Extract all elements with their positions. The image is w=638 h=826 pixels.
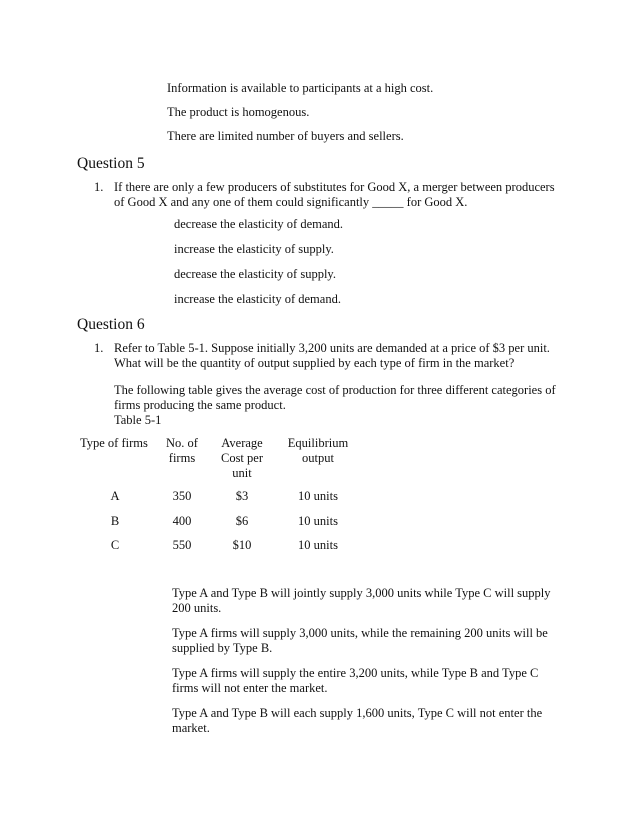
table-header-cost-line-1: Average	[221, 436, 263, 450]
question-6-option-1-line-2[interactable]: 200 units.	[172, 601, 222, 615]
question-6-option-1-line-1[interactable]: Type A and Type B will jointly supply 3,000 units while Type C will supply	[172, 586, 551, 600]
table-cell-firms-a: 350	[172, 489, 192, 503]
question-6-text-line-2: What will be the quantity of output supplied by each type of firm in the market?	[114, 356, 515, 370]
table-cell-cost-b: $6	[235, 514, 249, 528]
table-header-firms-line-1: No. of	[166, 436, 198, 450]
question-6-option-3-line-1[interactable]: Type A firms will supply the entire 3,200 units, while Type B and Type C	[172, 666, 539, 680]
question-6-option-4-line-1[interactable]: Type A and Type B will each supply 1,600 units, Type C will not enter the	[172, 706, 543, 720]
table-intro-line-2: firms producing the same product.	[114, 398, 286, 412]
table-cell-type-c: C	[110, 538, 120, 552]
question-5-number: 1.	[94, 180, 104, 194]
table-caption: Table 5-1	[114, 413, 162, 427]
question-6-option-2-line-1[interactable]: Type A firms will supply 3,000 units, while the remaining 200 units will be	[172, 626, 548, 640]
table-cell-output-b: 10 units	[298, 514, 338, 528]
question-5-option-1[interactable]: decrease the elasticity of demand.	[174, 217, 344, 231]
question-6-heading: Question 6	[77, 316, 145, 333]
question-6-option-4-line-2[interactable]: market.	[172, 721, 210, 735]
table-cell-type-a: A	[110, 489, 120, 503]
table-intro-line-1: The following table gives the average cost of production for three different categories of	[114, 383, 556, 397]
intro-option-2[interactable]: The product is homogenous.	[167, 105, 310, 119]
intro-option-3[interactable]: There are limited number of buyers and sellers.	[167, 129, 404, 143]
question-5-text-line-2: of Good X and any one of them could significantly _____ for Good X.	[114, 195, 468, 209]
question-6-option-2-line-2[interactable]: supplied by Type B.	[172, 641, 273, 655]
question-6-option-3-line-2[interactable]: firms will not enter the market.	[172, 681, 328, 695]
table-header-type: Type of firms	[80, 436, 148, 450]
table-cell-output-a: 10 units	[298, 489, 338, 503]
table-cell-cost-a: $3	[235, 489, 249, 503]
table-header-firms-line-2: firms	[168, 451, 196, 465]
table-header-output-line-2: output	[302, 451, 334, 465]
question-5-option-2[interactable]: increase the elasticity of supply.	[174, 242, 334, 256]
table-cell-output-c: 10 units	[298, 538, 338, 552]
question-5-heading: Question 5	[77, 155, 145, 172]
question-5-option-4[interactable]: increase the elasticity of demand.	[174, 292, 341, 306]
table-cell-type-b: B	[110, 514, 120, 528]
question-5-text-line-1: If there are only a few producers of substitutes for Good X, a merger between producers	[114, 180, 555, 194]
question-5-option-3[interactable]: decrease the elasticity of supply.	[174, 267, 336, 281]
table-header-cost-line-2: Cost per	[220, 451, 263, 465]
intro-option-1[interactable]: Information is available to participants at a high cost.	[167, 81, 434, 95]
table-cell-firms-c: 550	[172, 538, 192, 552]
question-6-number: 1.	[94, 341, 104, 355]
table-header-cost-line-3: unit	[232, 466, 252, 480]
table-cell-cost-c: $10	[232, 538, 252, 552]
question-6-text-line-1: Refer to Table 5-1. Suppose initially 3,200 units are demanded at a price of $3 per unit.	[114, 341, 550, 355]
table-cell-firms-b: 400	[172, 514, 192, 528]
table-header-output-line-1: Equilibrium	[287, 436, 349, 450]
